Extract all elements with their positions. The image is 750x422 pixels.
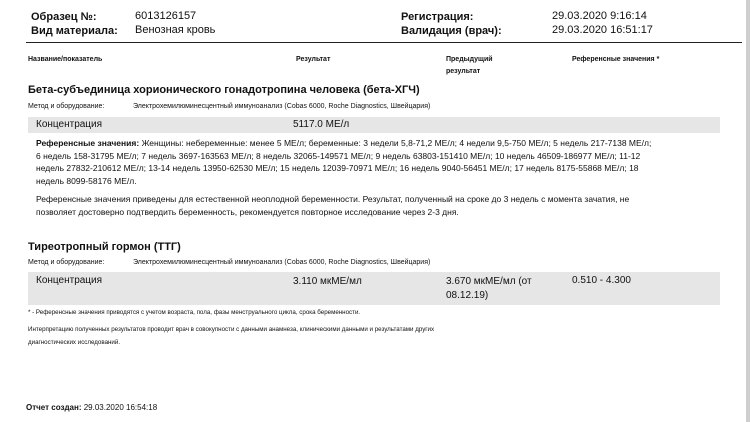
method-label: Метод и оборудование: (28, 103, 105, 110)
previous-result-1: 3.670 мкМЕ/мл (от (446, 276, 532, 287)
material-value: Венозная кровь (135, 24, 216, 36)
previous-result-2: 08.12.19) (446, 290, 489, 301)
registration-value: 29.03.2020 9:16:14 (552, 10, 647, 22)
validation-value: 29.03.2020 16:51:17 (552, 24, 653, 36)
col-header-reference: Референсные значения * (572, 56, 660, 63)
footnote-reference: * - Референсные значения приводятся с учетом возраста, пола, фазы менструального цикла, срока беременности. (28, 309, 361, 316)
created-label: Отчет создан: (26, 403, 82, 412)
created-value: 29.03.2020 16:54:18 (83, 403, 158, 412)
method-value: Электрохемилюминесцентный иммуноанализ (Cobas 6000, Roche Diagnostics, Швейцария) (133, 103, 431, 110)
scrollbar-edge (746, 0, 750, 422)
test-title-hcg: Бета-субъединица хорионического гонадотропина человека (бета-ХГЧ) (28, 84, 420, 96)
param-name: Концентрация (36, 275, 103, 286)
test-title-tsh: Тиреотропный гормон (ТТГ) (28, 241, 181, 253)
material-label: Вид материала: (31, 25, 118, 37)
validation-label: Валидация (врач): (401, 25, 502, 37)
header-divider (26, 42, 742, 43)
col-header-previous-1: Предыдущий (446, 56, 493, 63)
registration-label: Регистрация: (401, 11, 474, 23)
reference-text-hcg (36, 137, 656, 187)
col-header-result: Результат (296, 56, 331, 63)
reference-value: 0.510 - 4.300 (572, 275, 631, 286)
method-label: Метод и оборудование: (28, 259, 105, 266)
reference-ranges: Женщины: небеременные: менее 5 МЕ/л; беременные: 3 недели 5,8-71,2 МЕ/л; 4 недели 9,5-750 МЕ/л; 5 недель 217-7138 МЕ/л; 6 недель 158-31795 МЕ/л; 7 недель 3697-163563 МЕ/л; 8 недель 32065-149571 МЕ/л; 9 недель 63803-151410 МЕ/л; 10 недель 46509-186977 МЕ/л; 11-12 недель 27832-210612 МЕ/л; 13-14 недель 13950-62530 МЕ/л; 15 недель 12039-70971 МЕ/л; 16 недель 9040-56451 МЕ/л; 17 недель 8175-55868 МЕ/л; 18 недель 8099-58176 МЕ/л. (36, 138, 652, 186)
result-value: 3.110 мкМЕ/мл (293, 276, 362, 287)
col-header-previous-2: результат (446, 68, 481, 75)
reference-note-hcg: Референсные значения приведены для естественной неоплодной беременности. Результат, полученный на сроке до 3 недель с момента зачатия, не позволяет достоверно подтвердить беременность, рекомендуется повторное исследование через 2-3 дня. (36, 194, 630, 217)
report-created (26, 403, 157, 412)
col-header-name: Название/показатель (28, 56, 103, 63)
footnote-interpretation-1: Интерпретацию полученных результатов проводит врач в совокупности с данными анамнеза, клиническими данными и результатами других (28, 326, 435, 333)
reference-label: Референсные значения: (36, 138, 140, 148)
sample-value: 6013126157 (135, 10, 197, 22)
result-value: 5117.0 МЕ/л (293, 119, 350, 130)
footnote-interpretation-2: диагностических исследований. (28, 339, 121, 346)
result-row-hcg (28, 117, 720, 133)
method-value: Электрохемилюминесцентный иммуноанализ (Cobas 6000, Roche Diagnostics, Швейцария) (133, 259, 431, 266)
param-name: Концентрация (36, 119, 103, 130)
sample-label: Образец №: (31, 11, 97, 23)
